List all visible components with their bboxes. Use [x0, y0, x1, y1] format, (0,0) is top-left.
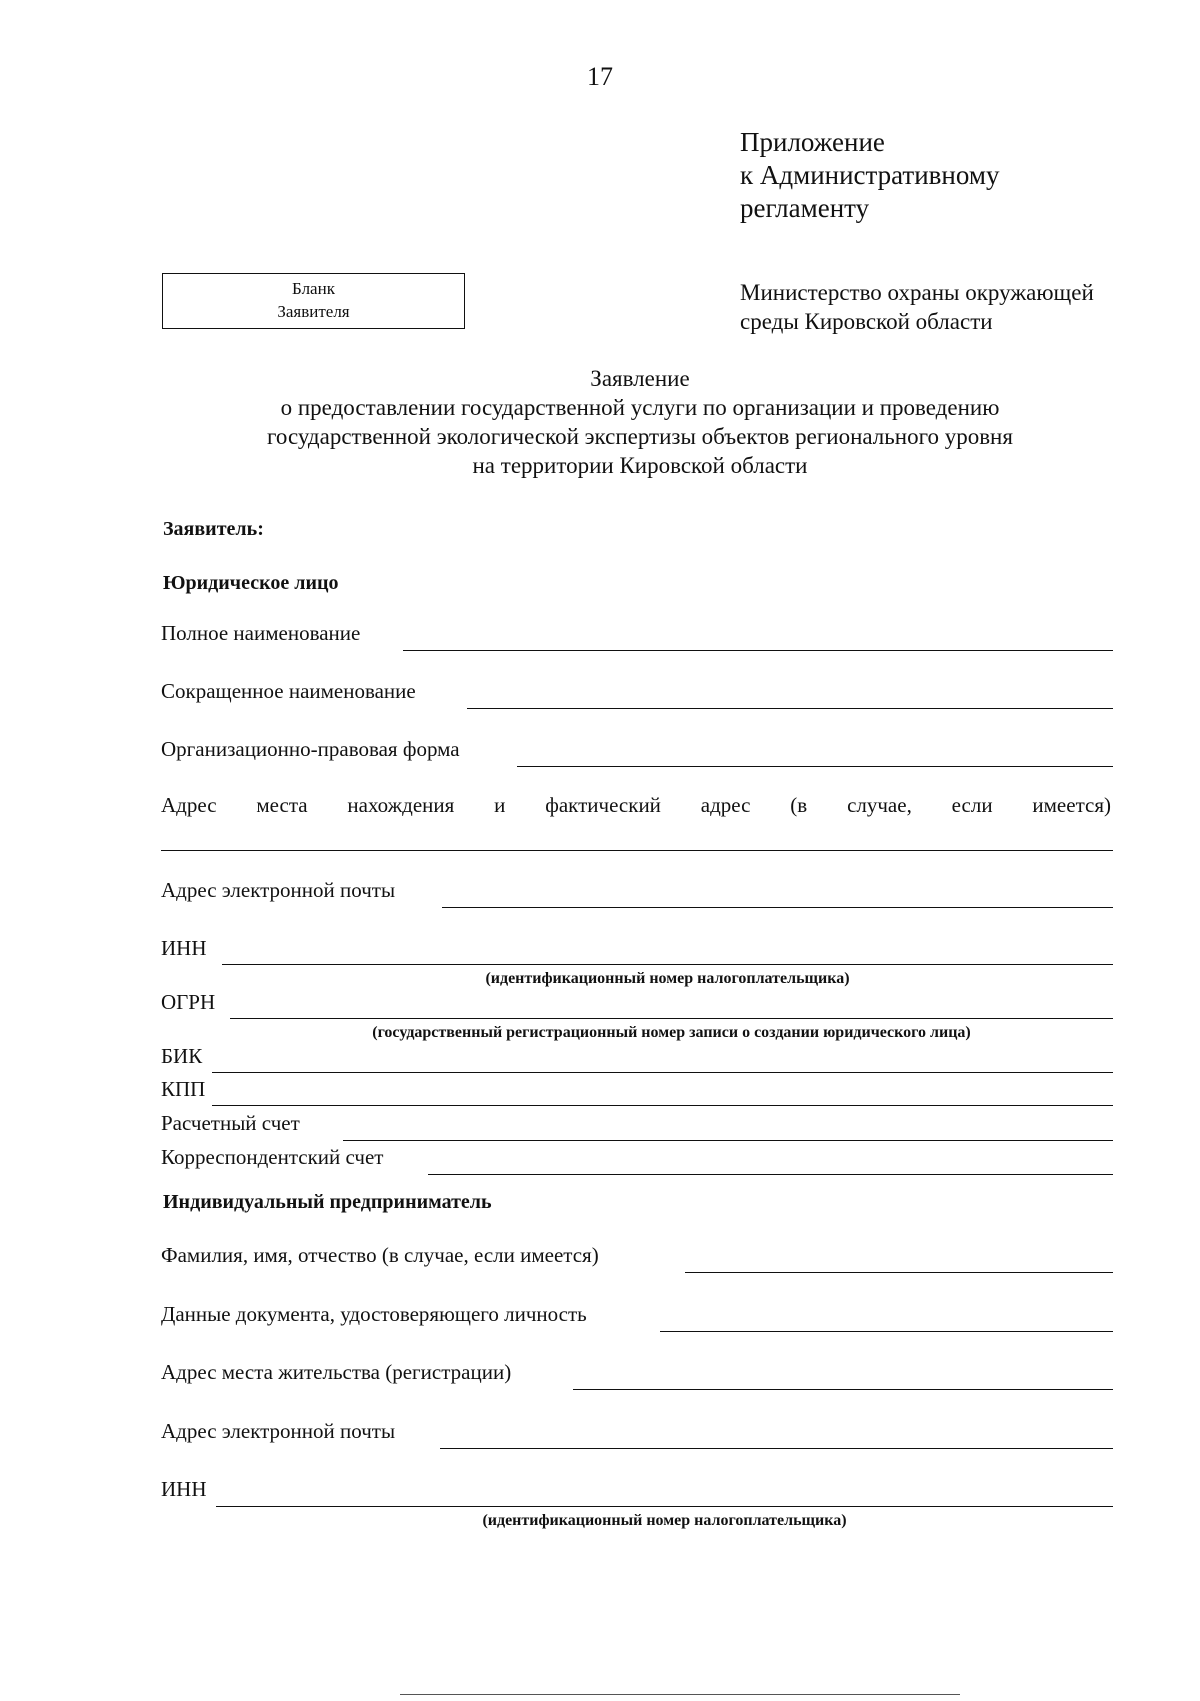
ie-inn-caption: (идентификационный номер налогоплательщика) [482, 1512, 847, 1529]
address-label [161, 793, 1111, 818]
address-word: имеется) [1032, 793, 1111, 817]
appendix-note [740, 126, 999, 225]
address-word: адрес [700, 793, 751, 817]
address-word: если [951, 793, 993, 817]
short-name-label: Сокращенное наименование [161, 679, 416, 703]
address-word: случае, [847, 793, 912, 817]
recipient-line: Министерство охраны окружающей [740, 280, 1094, 305]
correspondent-account-label: Корреспондентский счет [161, 1145, 384, 1169]
inn-field[interactable] [222, 964, 1113, 965]
title-line: государственной экологической экспертизы объектов регионального уровня [267, 424, 1013, 449]
fio-field[interactable] [685, 1272, 1113, 1273]
short-name-field[interactable] [467, 708, 1113, 709]
fio-label: Фамилия, имя, отчество (в случае, если имеется) [161, 1243, 599, 1267]
recipient-line: среды Кировской области [740, 309, 993, 334]
address-word: Адрес [161, 793, 217, 817]
ie-email-label: Адрес электронной почты [161, 1419, 396, 1443]
inn-caption: (идентификационный номер налогоплательщика) [485, 970, 850, 987]
address-word: и [494, 793, 506, 817]
title-line: Заявление [590, 366, 690, 391]
legal-form-label: Организационно-правовая форма [161, 737, 460, 761]
appendix-line: регламенту [740, 193, 870, 223]
address-word: (в [790, 793, 808, 817]
title-line: о предоставлении государственной услуги по организации и проведению [280, 395, 1000, 420]
ie-email-field[interactable] [440, 1448, 1113, 1449]
ie-inn-label: ИНН [161, 1477, 207, 1501]
appendix-line: Приложение [740, 127, 885, 157]
residence-label: Адрес места жительства (регистрации) [161, 1360, 512, 1384]
ogrn-caption: (государственный регистрационный номер записи о создании юридического лица) [372, 1024, 971, 1041]
ogrn-field[interactable] [230, 1018, 1113, 1019]
bik-label: БИК [161, 1044, 203, 1068]
correspondent-account-field[interactable] [428, 1174, 1113, 1175]
legal-form-field[interactable] [517, 766, 1113, 767]
applicant-letterhead-box [162, 273, 465, 329]
residence-field[interactable] [573, 1389, 1113, 1390]
ie-inn-field[interactable] [216, 1506, 1113, 1507]
inn-label: ИНН [161, 936, 207, 960]
address-word: места [256, 793, 308, 817]
appendix-line: к Административному [740, 160, 1000, 190]
address-word: фактический [545, 793, 661, 817]
full-name-field[interactable] [403, 650, 1113, 651]
bik-field[interactable] [212, 1072, 1113, 1073]
id-document-field[interactable] [660, 1331, 1113, 1332]
settlement-account-field[interactable] [343, 1140, 1113, 1141]
page-number: 17 [587, 62, 613, 91]
full-name-label: Полное наименование [161, 621, 361, 645]
individual-heading: Индивидуальный предприниматель [163, 1191, 492, 1213]
title-line: на территории Кировской области [472, 453, 808, 478]
address-word: нахождения [347, 793, 455, 817]
ogrn-label: ОГРН [161, 990, 216, 1014]
document-title [0, 364, 1200, 480]
kpp-field[interactable] [212, 1105, 1113, 1106]
stamp-line: Бланк [292, 279, 335, 298]
legal-entity-heading: Юридическое лицо [163, 572, 339, 594]
page-edge-divider [400, 1694, 960, 1695]
id-document-label: Данные документа, удостоверяющего личность [161, 1302, 587, 1326]
email-label: Адрес электронной почты [161, 878, 396, 902]
email-field[interactable] [442, 907, 1113, 908]
address-field[interactable] [161, 850, 1113, 851]
applicant-heading: Заявитель: [163, 518, 264, 540]
kpp-label: КПП [161, 1077, 206, 1101]
recipient-block [740, 278, 1094, 336]
stamp-line: Заявителя [277, 302, 350, 321]
settlement-account-label: Расчетный счет [161, 1111, 300, 1135]
